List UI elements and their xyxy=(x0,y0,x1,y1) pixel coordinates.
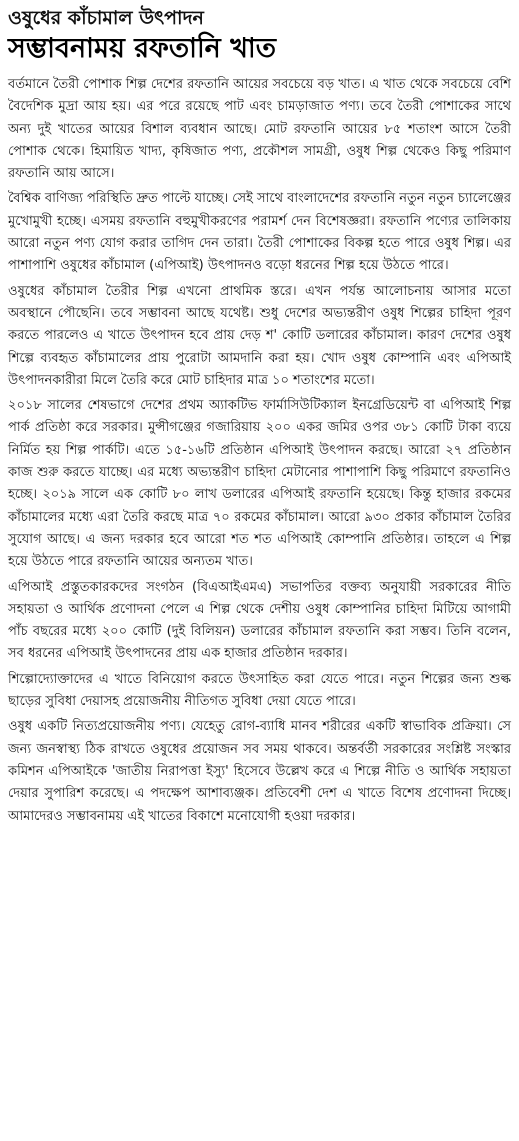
body-paragraph: ২০১৮ সালের শেষভাগে দেশের প্রথম অ্যাকটিভ ফার্মাসিউটিক্যাল ইনগ্রেডিয়েন্ট বা এপিআই শিল্প পার্ক প্রতিষ্ঠা করে সরকার। মুন্সীগঞ্জের গজারিয়ায় ২০০ একর জমির ওপর ৩৮১ কোটি টাকা ব্যয়ে নির্মিত হয় শিল্প পার্কটি। এতে ১৫-১৬টি প্রতিষ্ঠান এপিআই উৎপাদন করছে। আরো ২৭ প্রতিষ্ঠান কাজ শুরু করতে যাচ্ছে। এর মধ্যে অভ্যন্তরীণ চাহিদা মেটানোর পাশাপাশি কিছু পরিমাণে রফতানিও হচ্ছে। ২০১৯ সালে এক কোটি ৮০ লাখ ডলারের এপিআই রফতানি হয়েছে। কিন্তু হাজার রকমের কাঁচামালের মধ্যে এরা তৈরি করছে মাত্র ৭০ রকমের কাঁচামাল। আরো ৯৩০ প্রকার কাঁচামাল তৈরির সুযোগ আছে। এ জন্য দরকার হবে আরো শত শত এপিআই কোম্পানি প্রতিষ্ঠার। তাহলে এ শিল্প হয়ে উঠতে পারে রফতানি আয়ের অন্যতম খাত। xyxy=(8,398,511,570)
body-paragraph: ওষুধের কাঁচামাল তৈরীর শিল্প এখনো প্রাথমিক স্তরে। এখন পর্যন্ত আলোচনায় আসার মতো অবস্থানে পৌছেনি। তবে সম্ভাবনা আছে যথেষ্ট। শুধু দেশের অভ্যন্তরীণ ওষুধ শিল্পের চাহিদা পূরণ করতে পারলেও এ খাতে উৎপাদন হবে প্রায় দেড় শ' কোটি ডলারের কাঁচামাল। কারণ দেশের ওষুধ শিল্পে ব্যবহৃত কাঁচামালের প্রায় পুরোটা আমদানি করা হয়। খোদ ওষুধ কোম্পানি এবং এপিআই উৎপাদনকারীরা মিলে তৈরি করে মোট চাহিদার মাত্র ১০ শতাংশের মতো। xyxy=(8,283,511,388)
article-body xyxy=(8,74,511,828)
body-paragraph: বৈশ্বিক বাণিজ্য পরিস্থিতি দ্রুত পাল্টে যাচ্ছে। সেই সাথে বাংলাদেশের রফতানি নতুন নতুন চ্যালেঞ্জের মুখোমুখী হচ্ছে। এসময় রফতানি বহুমুখীকরণের পরামর্শ দেন বিশেষজ্ঞরা। রফতানি পণ্যের তালিকায় আরো নতুন পণ্য যোগ করার তাগিদ দেন তারা। তৈরী পোশাকের বিকল্প হতে পারে ওষুধ শিল্প। এর পাশাপাশি ওষুধের কাঁচামাল (এপিআই) উৎপাদনও বড়ো ধরনের শিল্প হয়ে উঠতে পারে। xyxy=(8,191,511,274)
body-paragraph: ওষুধ একটি নিত্যপ্রয়োজনীয় পণ্য। যেহেতু রোগ-ব্যাধি মানব শরীরের একটি স্বাভাবিক প্রক্রিয়া। সে জন্য জনস্বাস্থ্য ঠিক রাখতে ওষুধের প্রয়োজন সব সময় থাকবে। অন্তর্বর্তী সরকারের সংশ্লিষ্ট সংস্কার কমিশন এপিআইকে 'জাতীয় নিরাপত্তা ইস্যু' হিসেবে উল্লেখ করে এ শিল্পে নীতি ও আর্থিক সহায়তা দেয়ার সুপারিশ করেছে। এ পদক্ষেপ আশাব্যঞ্জক। প্রতিবেশী দেশ এ খাতে বিশেষ প্রণোদনা দিচ্ছে। আমাদেরও সম্ভাবনাময় এই খাতের বিকাশে মনোযোগী হওয়া দরকার। xyxy=(8,719,511,824)
body-paragraph: এপিআই প্রস্তুতকারকদের সংগঠন (বিএআইএমএ) সভাপতির বক্তব্য অনুযায়ী সরকারের নীতি সহায়তা ও আর্থিক প্রণোদনা পেলে এ শিল্প থেকে দেশীয় ওষুধ কোম্পানির চাহিদা মিটিয়ে আগামী পাঁচ বছরের মধ্যে ২০০ কোটি (দুই বিলিয়ন) ডলারের কাঁচামাল রফতানি করা সম্ভব। তিনি বলেন, সব ধরনের এপিআই উৎপাদনের প্রায় এক হাজার প্রতিষ্ঠান দরকার। xyxy=(8,579,511,662)
article-kicker: ওষুধের কাঁচামাল উৎপাদন xyxy=(8,7,204,29)
body-paragraph: বর্তমানে তৈরী পোশাক শিল্প দেশের রফতানি আয়ের সবচেয়ে বড় খাত। এ খাত থেকে সবচেয়ে বেশি বৈদেশিক মুদ্রা আয় হয়। এর পরে রয়েছে পাট এবং চামড়াজাত পণ্য। তবে তৈরী পোশাকের সাথে অন্য দুই খাতের আয়ের বিশাল ব্যবধান আছে। মোট রফতানি আয়ের ৮৫ শতাংশ আসে তৈরী পোশাক থেকে। হিমায়িত খাদ্য, কৃষিজাত পণ্য, প্রকৌশল সামগ্রী, ওষুধ শিল্প থেকেও কিছু পরিমাণ রফতানি আয় আসে। xyxy=(8,77,511,182)
body-paragraph: শিল্পোদ্যোক্তাদের এ খাতে বিনিয়োগ করতে উৎসাহিত করা যেতে পারে। নতুন শিল্পের জন্য শুল্ক ছাড়ের সুবিধা দেয়াসহ প্রয়োজনীয় নীতিগত সুবিধা দেয়া যেতে পারে। xyxy=(8,671,511,710)
article-headline: সম্ভাবনাময় রফতানি খাত xyxy=(8,33,277,64)
